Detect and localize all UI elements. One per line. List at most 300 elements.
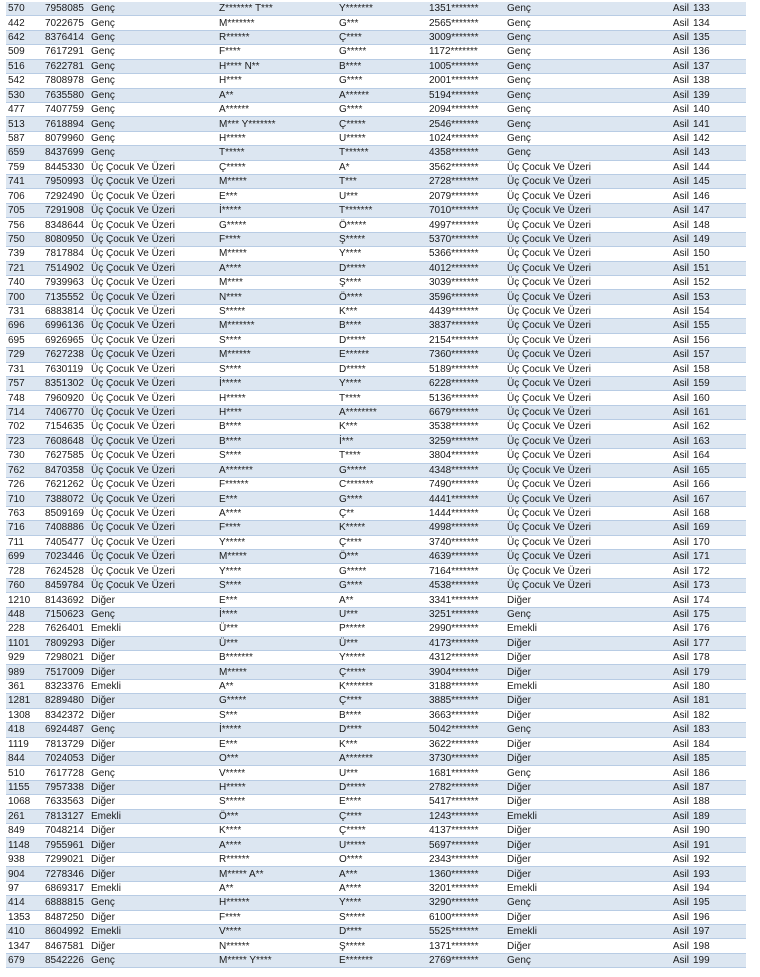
cell-rank: 189: [691, 809, 746, 823]
cell-first-name: H*****: [217, 780, 337, 794]
cell-row-index: 1101: [6, 636, 43, 650]
cell-rank: 177: [691, 636, 746, 650]
cell-first-name: H*****: [217, 391, 337, 405]
cell-status: Asil: [631, 492, 691, 506]
cell-rank: 190: [691, 824, 746, 838]
cell-category: Diğer: [89, 824, 217, 838]
table-row: [6, 622, 746, 636]
cell-category-group: Genç: [505, 2, 631, 16]
cell-member-number: 7817884: [43, 247, 89, 261]
cell-category: Üç Çocuk Ve Üzeri: [89, 535, 217, 549]
cell-last-name: Ç****: [337, 809, 427, 823]
cell-rank: 192: [691, 852, 746, 866]
cell-status: Asil: [631, 665, 691, 679]
cell-row-index: 706: [6, 189, 43, 203]
cell-rank: 181: [691, 694, 746, 708]
table-row: [6, 477, 746, 491]
cell-category-group: Diğer: [505, 852, 631, 866]
cell-category-group: Genç: [505, 16, 631, 30]
cell-category: Genç: [89, 45, 217, 59]
cell-row-index: 730: [6, 449, 43, 463]
cell-first-name: A**: [217, 679, 337, 693]
cell-row-index: 97: [6, 881, 43, 895]
cell-first-name: F****: [217, 232, 337, 246]
cell-rank: 197: [691, 925, 746, 939]
cell-first-name: H*****: [217, 131, 337, 145]
cell-category: Diğer: [89, 867, 217, 881]
cell-category-group: Genç: [505, 117, 631, 131]
cell-category-group: Genç: [505, 102, 631, 116]
cell-category: Üç Çocuk Ve Üzeri: [89, 232, 217, 246]
cell-rank: 198: [691, 939, 746, 953]
cell-status: Asil: [631, 160, 691, 174]
cell-status: Asil: [631, 708, 691, 722]
cell-last-name: Ş*****: [337, 939, 427, 953]
cell-member-number: 8080950: [43, 232, 89, 246]
cell-first-name: A**: [217, 88, 337, 102]
cell-status: Asil: [631, 261, 691, 275]
cell-member-number: 8323376: [43, 679, 89, 693]
cell-last-name: G****: [337, 492, 427, 506]
cell-member-number: 7617728: [43, 766, 89, 780]
cell-id-number: 4441*******: [427, 492, 505, 506]
cell-last-name: A***: [337, 867, 427, 881]
cell-first-name: İ****: [217, 607, 337, 621]
cell-rank: 186: [691, 766, 746, 780]
cell-status: Asil: [631, 16, 691, 30]
cell-status: Asil: [631, 751, 691, 765]
cell-last-name: C*******: [337, 477, 427, 491]
cell-rank: 137: [691, 59, 746, 73]
cell-category: Üç Çocuk Ve Üzeri: [89, 189, 217, 203]
cell-first-name: G*****: [217, 218, 337, 232]
cell-row-index: 516: [6, 59, 43, 73]
cell-first-name: A**: [217, 881, 337, 895]
cell-member-number: 7808978: [43, 74, 89, 88]
cell-rank: 149: [691, 232, 746, 246]
table-row: [6, 276, 746, 290]
cell-row-index: 1148: [6, 838, 43, 852]
cell-status: Asil: [631, 434, 691, 448]
cell-rank: 170: [691, 535, 746, 549]
table-row: [6, 30, 746, 44]
cell-id-number: 4348*******: [427, 463, 505, 477]
cell-member-number: 7022675: [43, 16, 89, 30]
cell-category-group: Diğer: [505, 910, 631, 924]
cell-category: Üç Çocuk Ve Üzeri: [89, 420, 217, 434]
cell-member-number: 7950993: [43, 175, 89, 189]
table-row: [6, 247, 746, 261]
table-row: [6, 131, 746, 145]
table-row: [6, 218, 746, 232]
cell-id-number: 2343*******: [427, 852, 505, 866]
cell-first-name: E***: [217, 189, 337, 203]
cell-member-number: 8470358: [43, 463, 89, 477]
table-row: [6, 376, 746, 390]
cell-status: Asil: [631, 939, 691, 953]
table-row: [6, 319, 746, 333]
cell-first-name: M***** Y****: [217, 953, 337, 967]
table-row: [6, 304, 746, 318]
cell-category-group: Genç: [505, 59, 631, 73]
cell-category-group: Diğer: [505, 636, 631, 650]
table-row: [6, 795, 746, 809]
cell-category-group: Üç Çocuk Ve Üzeri: [505, 333, 631, 347]
cell-member-number: 7939963: [43, 276, 89, 290]
cell-first-name: T*****: [217, 146, 337, 160]
cell-category: Üç Çocuk Ve Üzeri: [89, 362, 217, 376]
table-row: [6, 607, 746, 621]
cell-first-name: M*****: [217, 247, 337, 261]
cell-row-index: 721: [6, 261, 43, 275]
cell-rank: 145: [691, 175, 746, 189]
cell-first-name: S*****: [217, 795, 337, 809]
cell-category: Üç Çocuk Ve Üzeri: [89, 304, 217, 318]
cell-row-index: 904: [6, 867, 43, 881]
cell-first-name: İ*****: [217, 723, 337, 737]
cell-member-number: 8542226: [43, 953, 89, 967]
table-row: [6, 391, 746, 405]
cell-member-number: 6888815: [43, 896, 89, 910]
cell-row-index: 759: [6, 160, 43, 174]
cell-id-number: 7164*******: [427, 564, 505, 578]
cell-id-number: 3622*******: [427, 737, 505, 751]
table-row: [6, 88, 746, 102]
cell-id-number: 2094*******: [427, 102, 505, 116]
cell-last-name: Ü***: [337, 636, 427, 650]
cell-rank: 143: [691, 146, 746, 160]
table-row: [6, 564, 746, 578]
cell-status: Asil: [631, 45, 691, 59]
table-row: [6, 492, 746, 506]
cell-category: Üç Çocuk Ve Üzeri: [89, 578, 217, 592]
cell-category: Genç: [89, 117, 217, 131]
cell-status: Asil: [631, 881, 691, 895]
cell-category-group: Genç: [505, 723, 631, 737]
table-row: [6, 910, 746, 924]
cell-rank: 138: [691, 74, 746, 88]
cell-row-index: 418: [6, 723, 43, 737]
cell-id-number: 4173*******: [427, 636, 505, 650]
cell-last-name: D*****: [337, 780, 427, 794]
cell-category-group: Üç Çocuk Ve Üzeri: [505, 261, 631, 275]
cell-first-name: B****: [217, 420, 337, 434]
cell-category: Üç Çocuk Ve Üzeri: [89, 290, 217, 304]
cell-category-group: Üç Çocuk Ve Üzeri: [505, 247, 631, 261]
cell-category: Üç Çocuk Ve Üzeri: [89, 175, 217, 189]
table-body: [6, 2, 746, 968]
cell-first-name: Y*****: [217, 535, 337, 549]
cell-last-name: G*****: [337, 45, 427, 59]
cell-member-number: 7635580: [43, 88, 89, 102]
cell-member-number: 6869317: [43, 881, 89, 895]
cell-first-name: A******: [217, 102, 337, 116]
table-row: [6, 593, 746, 607]
cell-status: Asil: [631, 694, 691, 708]
cell-category: Genç: [89, 146, 217, 160]
cell-row-index: 700: [6, 290, 43, 304]
cell-member-number: 7627238: [43, 348, 89, 362]
cell-rank: 172: [691, 564, 746, 578]
cell-id-number: 5366*******: [427, 247, 505, 261]
table-row: [6, 896, 746, 910]
table-row: [6, 679, 746, 693]
cell-category-group: Genç: [505, 766, 631, 780]
cell-last-name: Ç****: [337, 694, 427, 708]
cell-id-number: 5042*******: [427, 723, 505, 737]
cell-last-name: K*****: [337, 521, 427, 535]
cell-status: Asil: [631, 795, 691, 809]
cell-row-index: 731: [6, 304, 43, 318]
cell-id-number: 6100*******: [427, 910, 505, 924]
cell-rank: 167: [691, 492, 746, 506]
cell-member-number: 8459784: [43, 578, 89, 592]
cell-category-group: Üç Çocuk Ve Üzeri: [505, 405, 631, 419]
cell-id-number: 1172*******: [427, 45, 505, 59]
cell-status: Asil: [631, 276, 691, 290]
cell-category: Genç: [89, 723, 217, 737]
cell-last-name: G*****: [337, 463, 427, 477]
table-row: [6, 74, 746, 88]
cell-category: Üç Çocuk Ve Üzeri: [89, 449, 217, 463]
cell-rank: 188: [691, 795, 746, 809]
cell-category-group: Genç: [505, 30, 631, 44]
cell-row-index: 1308: [6, 708, 43, 722]
cell-category-group: Üç Çocuk Ve Üzeri: [505, 276, 631, 290]
cell-category-group: Üç Çocuk Ve Üzeri: [505, 189, 631, 203]
cell-id-number: 1681*******: [427, 766, 505, 780]
cell-id-number: 7360*******: [427, 348, 505, 362]
cell-first-name: H******: [217, 896, 337, 910]
cell-category: Diğer: [89, 650, 217, 664]
cell-row-index: 756: [6, 218, 43, 232]
cell-last-name: D*****: [337, 333, 427, 347]
cell-category: Genç: [89, 16, 217, 30]
cell-member-number: 7813127: [43, 809, 89, 823]
cell-status: Asil: [631, 953, 691, 967]
cell-first-name: A*******: [217, 463, 337, 477]
cell-member-number: 8437699: [43, 146, 89, 160]
cell-last-name: Ç*****: [337, 665, 427, 679]
cell-category-group: Diğer: [505, 737, 631, 751]
cell-rank: 157: [691, 348, 746, 362]
cell-row-index: 989: [6, 665, 43, 679]
cell-row-index: 695: [6, 333, 43, 347]
cell-id-number: 3290*******: [427, 896, 505, 910]
cell-first-name: S****: [217, 449, 337, 463]
cell-row-index: 763: [6, 506, 43, 520]
cell-id-number: 4358*******: [427, 146, 505, 160]
cell-id-number: 3885*******: [427, 694, 505, 708]
cell-id-number: 6679*******: [427, 405, 505, 419]
cell-first-name: Ü***: [217, 636, 337, 650]
cell-status: Asil: [631, 362, 691, 376]
cell-row-index: 509: [6, 45, 43, 59]
cell-category: Diğer: [89, 636, 217, 650]
cell-last-name: K***: [337, 420, 427, 434]
cell-id-number: 7010*******: [427, 203, 505, 217]
cell-row-index: 710: [6, 492, 43, 506]
cell-member-number: 7626401: [43, 622, 89, 636]
cell-id-number: 5697*******: [427, 838, 505, 852]
cell-last-name: Y****: [337, 247, 427, 261]
cell-category-group: Üç Çocuk Ve Üzeri: [505, 319, 631, 333]
cell-row-index: 228: [6, 622, 43, 636]
cell-first-name: M*****: [217, 665, 337, 679]
cell-id-number: 3596*******: [427, 290, 505, 304]
cell-last-name: E******: [337, 348, 427, 362]
cell-category: Genç: [89, 59, 217, 73]
cell-id-number: 3730*******: [427, 751, 505, 765]
cell-status: Asil: [631, 175, 691, 189]
cell-category: Genç: [89, 131, 217, 145]
cell-rank: 194: [691, 881, 746, 895]
table-row: [6, 636, 746, 650]
cell-status: Asil: [631, 723, 691, 737]
cell-status: Asil: [631, 102, 691, 116]
cell-id-number: 3538*******: [427, 420, 505, 434]
cell-id-number: 3009*******: [427, 30, 505, 44]
cell-category-group: Diğer: [505, 795, 631, 809]
cell-category: Genç: [89, 896, 217, 910]
cell-rank: 195: [691, 896, 746, 910]
table-row: [6, 434, 746, 448]
cell-last-name: D****: [337, 925, 427, 939]
cell-status: Asil: [631, 506, 691, 520]
cell-last-name: E****: [337, 795, 427, 809]
cell-rank: 161: [691, 405, 746, 419]
cell-category: Diğer: [89, 780, 217, 794]
cell-last-name: A**: [337, 593, 427, 607]
cell-status: Asil: [631, 564, 691, 578]
cell-row-index: 1119: [6, 737, 43, 751]
cell-category: Emekli: [89, 679, 217, 693]
cell-last-name: G****: [337, 578, 427, 592]
cell-id-number: 1243*******: [427, 809, 505, 823]
cell-status: Asil: [631, 420, 691, 434]
cell-category: Genç: [89, 2, 217, 16]
cell-first-name: F****: [217, 45, 337, 59]
cell-first-name: H**** N**: [217, 59, 337, 73]
cell-first-name: E***: [217, 737, 337, 751]
cell-category: Diğer: [89, 795, 217, 809]
cell-last-name: B****: [337, 59, 427, 73]
table-row: [6, 521, 746, 535]
cell-status: Asil: [631, 766, 691, 780]
cell-category-group: Genç: [505, 131, 631, 145]
cell-status: Asil: [631, 622, 691, 636]
cell-category: Üç Çocuk Ve Üzeri: [89, 247, 217, 261]
cell-last-name: Ç*****: [337, 117, 427, 131]
cell-category-group: Diğer: [505, 665, 631, 679]
cell-category-group: Diğer: [505, 751, 631, 765]
cell-row-index: 530: [6, 88, 43, 102]
cell-category: Diğer: [89, 593, 217, 607]
cell-category-group: Üç Çocuk Ve Üzeri: [505, 578, 631, 592]
cell-rank: 144: [691, 160, 746, 174]
cell-status: Asil: [631, 593, 691, 607]
cell-status: Asil: [631, 867, 691, 881]
cell-row-index: 513: [6, 117, 43, 131]
cell-last-name: G***: [337, 16, 427, 30]
cell-category: Üç Çocuk Ve Üzeri: [89, 218, 217, 232]
cell-first-name: Ü***: [217, 622, 337, 636]
cell-member-number: 7630119: [43, 362, 89, 376]
cell-rank: 152: [691, 276, 746, 290]
cell-category: Üç Çocuk Ve Üzeri: [89, 203, 217, 217]
cell-row-index: 740: [6, 276, 43, 290]
cell-status: Asil: [631, 189, 691, 203]
cell-first-name: R******: [217, 852, 337, 866]
cell-category: Üç Çocuk Ve Üzeri: [89, 160, 217, 174]
cell-first-name: N******: [217, 939, 337, 953]
cell-last-name: Ç****: [337, 30, 427, 44]
cell-category-group: Üç Çocuk Ve Üzeri: [505, 492, 631, 506]
table-row: [6, 535, 746, 549]
cell-first-name: E***: [217, 492, 337, 506]
cell-row-index: 570: [6, 2, 43, 16]
table-row: [6, 449, 746, 463]
cell-category: Üç Çocuk Ve Üzeri: [89, 434, 217, 448]
cell-status: Asil: [631, 59, 691, 73]
cell-row-index: 726: [6, 477, 43, 491]
cell-rank: 140: [691, 102, 746, 116]
cell-row-index: 728: [6, 564, 43, 578]
cell-first-name: İ*****: [217, 376, 337, 390]
cell-first-name: K****: [217, 824, 337, 838]
cell-category-group: Emekli: [505, 809, 631, 823]
cell-category-group: Üç Çocuk Ve Üzeri: [505, 232, 631, 246]
cell-member-number: 6883814: [43, 304, 89, 318]
cell-rank: 171: [691, 550, 746, 564]
cell-member-number: 7813729: [43, 737, 89, 751]
cell-category-group: Emekli: [505, 881, 631, 895]
cell-id-number: 3201*******: [427, 881, 505, 895]
table-row: [6, 867, 746, 881]
table-row: [6, 146, 746, 160]
cell-last-name: T****: [337, 391, 427, 405]
cell-category: Diğer: [89, 708, 217, 722]
cell-category: Genç: [89, 88, 217, 102]
cell-category-group: Üç Çocuk Ve Üzeri: [505, 434, 631, 448]
cell-rank: 174: [691, 593, 746, 607]
cell-category: Üç Çocuk Ve Üzeri: [89, 261, 217, 275]
cell-rank: 153: [691, 290, 746, 304]
cell-last-name: U***: [337, 189, 427, 203]
cell-last-name: G****: [337, 102, 427, 116]
cell-row-index: 1155: [6, 780, 43, 794]
cell-status: Asil: [631, 131, 691, 145]
cell-first-name: Ö***: [217, 809, 337, 823]
cell-row-index: 714: [6, 405, 43, 419]
cell-category: Üç Çocuk Ve Üzeri: [89, 521, 217, 535]
cell-category-group: Üç Çocuk Ve Üzeri: [505, 160, 631, 174]
cell-id-number: 3259*******: [427, 434, 505, 448]
cell-rank: 193: [691, 867, 746, 881]
cell-rank: 134: [691, 16, 746, 30]
table-row: [6, 809, 746, 823]
cell-member-number: 8348644: [43, 218, 89, 232]
table-row: [6, 232, 746, 246]
cell-category-group: Üç Çocuk Ve Üzeri: [505, 449, 631, 463]
table-row: [6, 261, 746, 275]
cell-first-name: F****: [217, 521, 337, 535]
cell-category-group: Üç Çocuk Ve Üzeri: [505, 506, 631, 520]
cell-last-name: S*****: [337, 910, 427, 924]
cell-first-name: O***: [217, 751, 337, 765]
table-row: [6, 650, 746, 664]
cell-member-number: 7150623: [43, 607, 89, 621]
